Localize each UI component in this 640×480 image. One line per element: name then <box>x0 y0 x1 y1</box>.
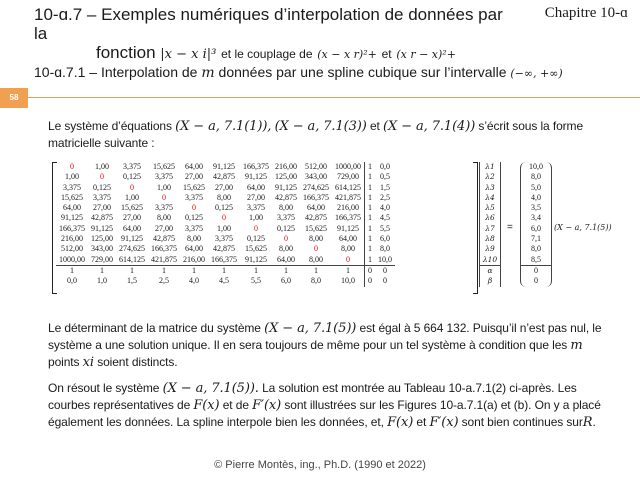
matrix-equation <box>52 162 612 294</box>
title-couplage: et le couplage de <box>221 47 313 61</box>
matrix-cell: 0 <box>346 254 350 264</box>
matrix-row <box>56 265 395 276</box>
matrix-cell: 0 <box>100 172 104 182</box>
sol-text-6: sont bien continues sur <box>461 415 583 429</box>
matrix-row <box>56 203 395 213</box>
title-fonction: fonction <box>96 43 156 62</box>
matrix-cell: 42,875 <box>275 192 297 202</box>
matrix-cell: 42,875 <box>213 244 235 254</box>
matrix-cell: 4,5 <box>219 276 229 286</box>
matrix-cell: 614,125 <box>335 182 361 192</box>
matrix-cell: 216,00 <box>61 234 83 244</box>
matrix-cell: 15,625 <box>183 182 205 192</box>
matrix-cell: 1,00 <box>125 192 139 202</box>
unknown-entry: λ2 <box>485 172 495 182</box>
matrix-cell: 1 <box>208 265 240 276</box>
matrix-cell: 0,125 <box>277 223 295 233</box>
matrix-cell: 166,375 <box>303 192 329 202</box>
matrix-cell: 6,0 <box>281 276 291 286</box>
matrix-cell: 4,5 <box>380 213 390 223</box>
intro-text-1: Le système d’équations <box>48 119 172 133</box>
matrix-cell: 64,00 <box>123 223 141 233</box>
matrix-cell: 1,00 <box>217 223 231 233</box>
matrix-cell: 64,00 <box>247 182 265 192</box>
sol-R: R <box>582 415 593 430</box>
matrix-cell: 512,00 <box>305 162 327 171</box>
unknown-entry: α <box>480 265 500 276</box>
unknowns-vector <box>479 162 501 287</box>
matrix-cell: 166,375 <box>335 213 361 223</box>
matrix-cell: 1,0 <box>97 276 107 286</box>
intro-text-3: s’écrit sous la forme matricielle suivante : <box>48 119 584 150</box>
matrix-cell: 8,00 <box>309 234 323 244</box>
matrix-cell: 1,00 <box>157 182 171 192</box>
matrix-cell: 64,00 <box>185 244 203 254</box>
rhs-entry: 8,0 <box>531 244 541 254</box>
matrix-cell: 729,00 <box>337 172 359 182</box>
matrix-cell: 1 <box>365 172 376 182</box>
equation-reference: (X − a, 7.1(5)) <box>554 223 612 232</box>
matrix-cell: 0 <box>365 265 376 276</box>
matrix-row <box>56 276 395 286</box>
matrix-row <box>56 213 395 223</box>
rhs-entry: 3,4 <box>531 213 541 223</box>
matrix-cell: 0,0 <box>380 162 390 171</box>
matrix-cell: 91,125 <box>91 223 113 233</box>
matrix-cell: 216,00 <box>275 162 297 171</box>
matrix-cell: 3,375 <box>215 234 233 244</box>
intro-paragraph <box>48 118 608 152</box>
matrix-cell: 1 <box>272 265 300 276</box>
matrix-cell: 0,125 <box>247 234 265 244</box>
matrix-cell: 15,625 <box>305 223 327 233</box>
matrix-cell: 0 <box>130 182 134 192</box>
matrix-cell: 91,125 <box>121 234 143 244</box>
title-term-a: (x − x r)²+ <box>317 48 377 61</box>
matrix-cell: 1 <box>365 193 376 203</box>
unknown-entry: λ4 <box>485 192 495 202</box>
subtitle-prefix: 10-ɑ.7.1 – Interpolation de <box>34 64 198 80</box>
matrix-right-bracket <box>473 162 478 294</box>
subtitle-m: m <box>201 65 215 81</box>
coefficient-matrix <box>56 162 395 287</box>
copyright-footer: © Pierre Montès, ing., Ph.D. (1990 et 2022) <box>214 459 426 471</box>
matrix-cell: 0 <box>375 265 395 276</box>
matrix-cell: 4,0 <box>189 276 199 286</box>
rhs-entry: 0 <box>534 276 538 286</box>
sol-text-4: sont illustrées sur les Figures 10-a.7.1(a) et (b). On y a placé également les données. La spline interpole bien les données, et, <box>48 398 601 429</box>
intro-eq-2: (X − a, 7.1(3)) <box>274 119 367 134</box>
matrix-cell: 0,5 <box>380 172 390 182</box>
sol-F: F(x) <box>193 398 220 413</box>
sol-eq: (X − a, 7.1(5)). <box>162 381 259 396</box>
det-eq: (X − a, 7.1(5)) <box>264 321 357 336</box>
page-number: 58 <box>0 88 28 108</box>
matrix-cell: 614,125 <box>119 254 145 264</box>
equals-sign: = <box>507 222 513 233</box>
matrix-cell: 1 <box>116 265 148 276</box>
matrix-cell: 0 <box>192 203 196 213</box>
unknown-entry: λ8 <box>485 234 495 244</box>
title-and: et <box>381 47 392 61</box>
matrix-cell: 91,125 <box>245 172 267 182</box>
matrix-cell: 8,00 <box>187 234 201 244</box>
sol-period: . <box>592 415 596 429</box>
unknown-entry: λ9 <box>485 244 495 254</box>
matrix-cell: 8,00 <box>279 244 293 254</box>
matrix-cell: 15,625 <box>121 203 143 213</box>
matrix-cell: 1 <box>180 265 208 276</box>
matrix-row <box>56 193 395 203</box>
matrix-cell: 3,375 <box>277 213 295 223</box>
unknown-entry: λ5 <box>485 203 495 213</box>
chapter-label: Chapitre 10-ɑ <box>544 5 628 21</box>
matrix-row <box>56 172 395 182</box>
matrix-cell: 274,625 <box>303 182 329 192</box>
unknown-entry: λ10 <box>482 254 498 264</box>
matrix-cell: 0,125 <box>185 213 203 223</box>
matrix-cell: 1 <box>88 265 116 276</box>
matrix-cell: 1 <box>365 162 376 172</box>
matrix-cell: 1 <box>365 203 376 213</box>
matrix-row <box>56 234 395 244</box>
matrix-cell: 0 <box>162 192 166 202</box>
intro-text-2: et <box>369 119 380 133</box>
matrix-cell: 0 <box>70 162 74 171</box>
subtitle-rest: données par une spline cubique sur l’intervalle <box>218 64 507 80</box>
matrix-cell: 3,375 <box>185 223 203 233</box>
matrix-cell: 8,0 <box>380 244 390 254</box>
separator-line <box>28 97 640 98</box>
unknown-entry: λ6 <box>485 213 495 223</box>
det-text-2: est égal à 5 664 132. Puisqu’il n’est pas nul, le système a une solution unique. Il en sera toujours de même pour un tel système à condition que les <box>48 321 602 352</box>
matrix-cell: 64,00 <box>185 162 203 171</box>
det-text-4: soient distincts. <box>97 355 178 369</box>
unknown-entry: λ3 <box>485 182 495 192</box>
sol-text-3: et de <box>222 398 249 412</box>
matrix-cell: 3,375 <box>185 192 203 202</box>
matrix-cell: 1 <box>332 265 365 276</box>
title-term-b: (x r − x)²+ <box>396 48 456 61</box>
matrix-cell: 343,00 <box>91 244 113 254</box>
matrix-cell: 3,375 <box>247 203 265 213</box>
matrix-cell: 4,0 <box>380 203 390 213</box>
sol-Fprime-2: F′(x) <box>429 415 459 430</box>
matrix-cell: 1000,00 <box>59 254 85 264</box>
rhs-entry: 8,5 <box>531 254 541 264</box>
unknown-entry: λ1 <box>485 162 495 171</box>
det-m: m <box>570 338 583 353</box>
rhs-entry: 5,0 <box>531 182 541 192</box>
matrix-cell: 1,5 <box>380 182 390 192</box>
matrix-row <box>56 244 395 254</box>
matrix-cell: 1 <box>365 183 376 193</box>
matrix-cell: 1 <box>365 255 376 266</box>
det-text-1: Le déterminant de la matrice du système <box>48 321 261 335</box>
matrix-row <box>56 183 395 193</box>
matrix-cell: 421,875 <box>151 254 177 264</box>
matrix-cell: 10,0 <box>378 254 392 264</box>
rhs-entry: 0 <box>521 265 551 276</box>
rhs-entry: 3,5 <box>531 203 541 213</box>
det-xi: xi <box>82 355 94 370</box>
matrix-cell: 166,375 <box>59 223 85 233</box>
matrix-cell: 1 <box>148 265 180 276</box>
matrix-cell: 0 <box>222 213 226 223</box>
matrix-cell: 0,125 <box>93 182 111 192</box>
title-line-2 <box>34 43 504 64</box>
matrix-cell: 0 <box>383 276 387 286</box>
matrix-cell: 1 <box>365 234 376 244</box>
sol-text-5: et <box>416 415 427 429</box>
matrix-cell: 91,125 <box>275 182 297 192</box>
matrix-cell: 15,625 <box>153 162 175 171</box>
matrix-cell: 1 <box>240 265 272 276</box>
matrix-cell: 42,875 <box>213 172 235 182</box>
rhs-vector <box>520 162 552 287</box>
matrix-cell: 8,0 <box>311 276 321 286</box>
matrix-cell: 91,125 <box>213 162 235 171</box>
unknown-entry: λ7 <box>485 223 495 233</box>
matrix-cell: 0,125 <box>215 203 233 213</box>
sol-text-1: On résout le système <box>48 381 160 395</box>
sol-F-2: F(x) <box>387 415 414 430</box>
separator-bar <box>0 88 640 108</box>
matrix-cell: 0 <box>254 223 258 233</box>
intro-eq-3: (X − a, 7.1(4)) <box>383 119 476 134</box>
matrix-cell: 10,0 <box>341 276 355 286</box>
matrix-cell: 6,0 <box>380 234 390 244</box>
matrix-cell: 1,00 <box>249 213 263 223</box>
matrix-cell: 1 <box>300 265 332 276</box>
matrix-cell: 91,125 <box>337 223 359 233</box>
matrix-cell: 8,00 <box>279 203 293 213</box>
subtitle-interval: (−∞, +∞) <box>510 67 563 80</box>
unknown-entry: β <box>487 276 493 286</box>
rhs-entry: 7,1 <box>531 234 541 244</box>
matrix-cell: 2,5 <box>159 276 169 286</box>
matrix-cell: 1000,00 <box>335 162 361 171</box>
matrix-cell: 1 <box>365 213 376 223</box>
slide-title <box>34 5 504 64</box>
matrix-cell: 1 <box>365 224 376 234</box>
matrix-cell: 27,00 <box>123 213 141 223</box>
matrix-cell: 1,00 <box>65 172 79 182</box>
intro-eq-1: (X − a, 7.1(1)), <box>175 119 272 134</box>
matrix-cell: 125,00 <box>91 234 113 244</box>
matrix-cell: 8,00 <box>157 213 171 223</box>
matrix-cell: 0 <box>314 244 318 254</box>
matrix-cell: 42,875 <box>91 213 113 223</box>
matrix-cell: 8,00 <box>341 244 355 254</box>
rhs-entry: 6,0 <box>531 223 541 233</box>
sol-Fprime: F′(x) <box>252 398 282 413</box>
determinant-paragraph <box>48 320 608 371</box>
matrix-cell: 421,875 <box>335 192 361 202</box>
rhs-entry: 4,0 <box>531 192 541 202</box>
matrix-cell: 27,00 <box>247 192 265 202</box>
matrix-cell: 166,375 <box>243 162 269 171</box>
sol-text-2: La solution est montrée au Tableau 10-a.7.1(2) ci-après. Les courbes représentatives de <box>48 381 577 412</box>
matrix-cell: 8,00 <box>217 192 231 202</box>
matrix-cell: 91,125 <box>245 254 267 264</box>
matrix-cell: 27,00 <box>185 172 203 182</box>
matrix-cell: 1,00 <box>95 162 109 171</box>
matrix-cell: 216,00 <box>337 203 359 213</box>
matrix-cell: 27,00 <box>215 182 233 192</box>
matrix-cell: 729,00 <box>91 254 113 264</box>
matrix-cell: 64,00 <box>63 203 81 213</box>
matrix-cell: 1,5 <box>127 276 137 286</box>
matrix-cell: 216,00 <box>183 254 205 264</box>
matrix-cell: 42,875 <box>153 234 175 244</box>
matrix-row <box>56 162 395 172</box>
solution-paragraph <box>48 380 608 431</box>
rhs-entry: 8,0 <box>531 172 541 182</box>
matrix-cell: 8,00 <box>309 254 323 264</box>
matrix-cell: 27,00 <box>155 223 173 233</box>
matrix-cell: 42,875 <box>305 213 327 223</box>
matrix-cell: 5,5 <box>251 276 261 286</box>
matrix-cell: 512,00 <box>61 244 83 254</box>
matrix-cell: 0,0 <box>67 276 77 286</box>
matrix-cell: 3,375 <box>155 203 173 213</box>
matrix-cell: 0 <box>284 234 288 244</box>
matrix-cell: 1 <box>56 265 88 276</box>
matrix-row <box>56 224 395 234</box>
title-line-1: 10-ɑ.7 – Exemples numériques d’interpolation de données par la <box>34 5 503 43</box>
matrix-cell: 64,00 <box>339 234 357 244</box>
matrix-cell: 91,125 <box>61 213 83 223</box>
matrix-cell: 64,00 <box>277 254 295 264</box>
matrix-cell: 166,375 <box>211 254 237 264</box>
matrix-cell: 1 <box>365 244 376 254</box>
det-text-3: points <box>48 355 80 369</box>
matrix-cell: 3,375 <box>93 192 111 202</box>
matrix-cell: 15,625 <box>245 244 267 254</box>
matrix-cell: 125,00 <box>275 172 297 182</box>
matrix-cell: 27,00 <box>93 203 111 213</box>
matrix-cell: 3,375 <box>155 172 173 182</box>
matrix-cell: 15,625 <box>61 192 83 202</box>
matrix-cell: 0 <box>365 276 376 286</box>
matrix-cell: 274,625 <box>119 244 145 254</box>
matrix-cell: 3,375 <box>123 162 141 171</box>
section-subtitle <box>34 64 563 81</box>
matrix-cell: 64,00 <box>307 203 325 213</box>
matrix-cell: 343,00 <box>305 172 327 182</box>
matrix-cell: 0,125 <box>123 172 141 182</box>
matrix-cell: 3,375 <box>63 182 81 192</box>
matrix-cell: 5,5 <box>380 223 390 233</box>
title-abs-function: |x − x i|³ <box>160 47 217 62</box>
rhs-entry: 10,0 <box>529 162 543 171</box>
matrix-cell: 2,5 <box>380 192 390 202</box>
matrix-cell: 166,375 <box>151 244 177 254</box>
matrix-row <box>56 255 395 266</box>
